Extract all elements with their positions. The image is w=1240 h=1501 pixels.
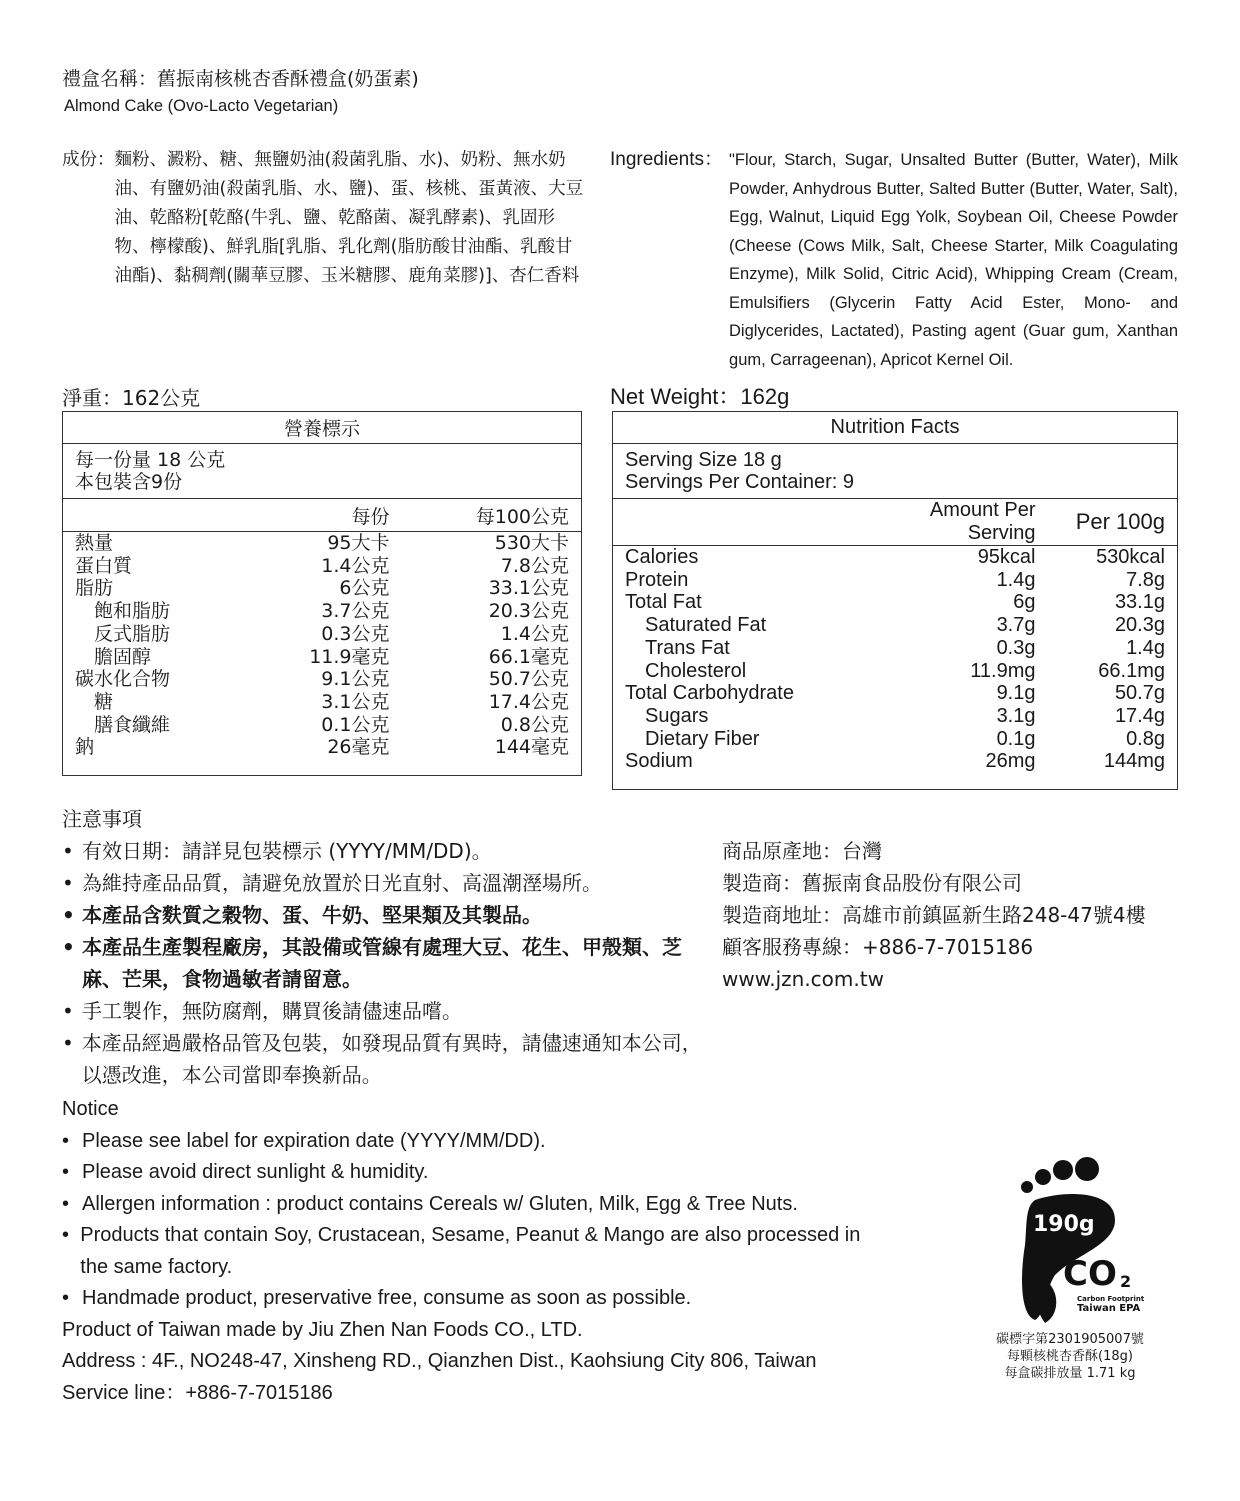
notice-item <box>62 1126 882 1158</box>
website-link[interactable]: www.jzn.com.tw <box>722 967 884 991</box>
notice-item-text: Products that contain Soy, Crustacean, Sesame, Peanut & Mango are also processed in the same factory. <box>80 1224 861 1278</box>
bullet-icon: • <box>62 1287 70 1309</box>
notice-en <box>62 1094 882 1409</box>
nutrient-names: 熱量 蛋白質 脂肪 飽和脂肪 反式脂肪 膽固醇 碳水化合物 糖 膳食纖維 鈉 <box>75 532 171 759</box>
service-line: 顧客服務專線：+886-7-7015186 <box>722 935 1034 959</box>
notice-item <box>62 1283 882 1315</box>
carbon-footprint-logo-icon <box>1005 1155 1145 1325</box>
notice-item <box>62 1189 882 1221</box>
ingredients-en <box>610 146 1178 374</box>
bullet-icon: • <box>62 1192 70 1215</box>
nutrient-names: Calories Protein Total Fat Saturated Fat Trans Fat Cholesterol Total Carbohydrate Sugars Dietary Fiber Sodium <box>625 546 794 773</box>
svg-text:Taiwan EPA: Taiwan EPA <box>1077 1303 1141 1314</box>
bullet-icon: • <box>62 1031 74 1055</box>
nutrition-title: 營養標示 <box>63 412 582 444</box>
ingredients-en-text: "Flour, Starch, Sugar, Unsalted Butter (Butter, Water), Milk Powder, Anhydrous Butter, Salted Butter (Butter, Water, Salt), Egg, Walnut, Liquid Egg Yolk, Soybean Oil, Cheese Powder (Cheese (Cows Milk, Salt, Cheese Starter, Milk Coagulating Enzyme), Milk Solid, Citric Acid), Whipping Cream (Cream, Emulsifiers (Glycerin Fatty Acid Ester, Mono- and Diglycerides, Lactated), Pasting agent (Guar gum, Xanthan gum, Carrageenan), Apricot Kernel Oil. <box>729 151 1178 369</box>
notice-item-text: Allergen information : product contains Cereals w/ Gluten, Milk, Egg & Tree Nuts. <box>82 1192 798 1215</box>
net-weight-zh: 淨重：162公克 <box>62 386 201 410</box>
notice-item-text: 手工製作，無防腐劑，購買後請儘速品嚐。 <box>82 999 462 1023</box>
ingredients-en-label: Ingredients： <box>610 149 724 170</box>
svg-text:190g: 190g <box>1033 1212 1095 1237</box>
bullet-icon: • <box>62 1161 70 1183</box>
notice-item <box>62 835 702 867</box>
col-per-100: 每100公克 <box>402 499 582 532</box>
svg-text:Carbon Footprint: Carbon Footprint <box>1077 1295 1145 1303</box>
notice-item <box>62 995 702 1027</box>
nutrition-table-en <box>612 411 1178 790</box>
notice-item-text: Please avoid direct sunlight & humidity. <box>82 1161 429 1183</box>
manufacturer: 製造商：舊振南食品股份有限公司 <box>722 871 1022 895</box>
notice-zh-title: 注意事項 <box>62 807 142 831</box>
per-100-values: 530大卡 7.8公克 33.1公克 20.3公克 1.4公克 66.1毫克 50.7公克 17.4公克 0.8公克 144毫克 <box>488 532 569 759</box>
col-per-serving: Amount Per Serving <box>848 499 1048 546</box>
servings-per-container: 本包裝含9份 <box>75 471 183 493</box>
notice-item <box>62 1157 882 1189</box>
per-serving-values: 95kcal 1.4g 6g 3.7g 0.3g 11.9mg 9.1g 3.1g 0.1g 26mg <box>970 546 1036 773</box>
per-100-values: 530kcal 7.8g 33.1g 20.3g 1.4g 66.1mg 50.7g 17.4g 0.8g 144mg <box>1096 546 1165 773</box>
notice-item <box>62 931 702 995</box>
notice-en-title: Notice <box>62 1098 119 1120</box>
serving-size: 每一份量 18 公克 <box>75 449 226 471</box>
bullet-icon: • <box>62 903 75 927</box>
bullet-icon: • <box>62 935 75 959</box>
carbon-footprint-label <box>985 1155 1155 1382</box>
ingredients-zh-text: 麵粉、澱粉、糖、無鹽奶油(殺菌乳脂、水)、奶粉、無水奶油、有鹽奶油(殺菌乳脂、水、鹽)、蛋、核桃、蛋黃液、大豆油、乾酪粉[乾酪(牛乳、鹽、乾酪菌、凝乳酵素)、乳固形物、檸檬酸)、鮮乳脂[乳脂、乳化劑(脂肪酸甘油酯、乳酸甘油酯)、黏稠劑(關華豆膠、玉米糖膠、鹿角菜膠)]、杏仁香料 <box>114 150 584 286</box>
svg-text:CO: CO <box>1063 1254 1117 1294</box>
ingredients-zh <box>62 146 587 291</box>
notice-item <box>62 1220 882 1283</box>
notice-item-text: 本產品生產製程廠房，其設備或管線有處理大豆、花生、甲殼類、芝麻、芒果，食物過敏者請留意。 <box>82 935 682 991</box>
notice-item-text: 為維持產品品質，請避免放置於日光直射、高溫潮溼場所。 <box>82 871 602 895</box>
product-title-zh: 禮盒名稱：舊振南核桃杏香酥禮盒(奶蛋素) <box>62 68 419 90</box>
net-weight-en: Net Weight：162g <box>610 384 790 409</box>
notice-item-text: Handmade product, preservative free, consume as soon as possible. <box>82 1287 692 1309</box>
col-per-100: Per 100g <box>1048 499 1178 546</box>
servings-per-container: Servings Per Container: 9 <box>625 471 855 493</box>
address-en: Address : 4F., NO248-47, Xinsheng RD., Qianzhen Dist., Kaohsiung City 806, Taiwan <box>62 1350 817 1372</box>
bullet-icon: • <box>62 839 74 863</box>
nutrition-title: Nutrition Facts <box>613 412 1178 444</box>
bullet-icon: • <box>62 1224 70 1246</box>
bullet-icon: • <box>62 871 74 895</box>
bullet-icon: • <box>62 1129 70 1152</box>
product-origin-en: Product of Taiwan made by Jiu Zhen Nan Foods CO., LTD. <box>62 1318 583 1341</box>
carbon-label-number: 碳標字第2301905007號 <box>996 1332 1144 1347</box>
service-line-en: Service line：+886-7-7015186 <box>62 1381 333 1404</box>
bullet-icon: • <box>62 999 74 1023</box>
nutrition-table-zh <box>62 411 582 776</box>
carbon-per-piece: 每顆核桃杏香酥(18g) <box>1007 1349 1133 1364</box>
col-per-serving: 每份 <box>252 499 402 532</box>
manufacturer-address: 製造商地址：高雄市前鎮區新生路248-47號4樓 <box>722 903 1146 927</box>
product-title-en: Almond Cake (Ovo-Lacto Vegetarian) <box>64 97 339 115</box>
carbon-per-box: 每盒碳排放量 1.71 kg <box>1004 1366 1136 1381</box>
notice-item <box>62 899 702 931</box>
ingredients-zh-label: 成份： <box>62 150 115 170</box>
notice-item-text: Please see label for expiration date (YYYY/MM/DD). <box>82 1129 546 1152</box>
contact-info-zh <box>722 835 1146 995</box>
per-serving-values: 95大卡 1.4公克 6公克 3.7公克 0.3公克 11.9毫克 9.1公克 3.1公克 0.1公克 26毫克 <box>309 532 390 759</box>
serving-size: Serving Size 18 g <box>625 449 782 471</box>
notice-item-text: 有效日期：請詳見包裝標示 (YYYY/MM/DD)。 <box>82 839 492 863</box>
notice-item-text: 本產品含麩質之穀物、蛋、牛奶、堅果類及其製品。 <box>82 903 542 927</box>
notice-zh <box>62 803 702 1091</box>
svg-text:2: 2 <box>1120 1272 1132 1291</box>
origin: 商品原產地：台灣 <box>722 839 882 863</box>
notice-item-text: 本產品經過嚴格品管及包裝，如發現品質有異時，請儘速通知本公司，以憑改進，本公司當即奉換新品。 <box>81 1031 702 1087</box>
notice-item <box>62 1027 702 1091</box>
notice-item <box>62 867 702 899</box>
